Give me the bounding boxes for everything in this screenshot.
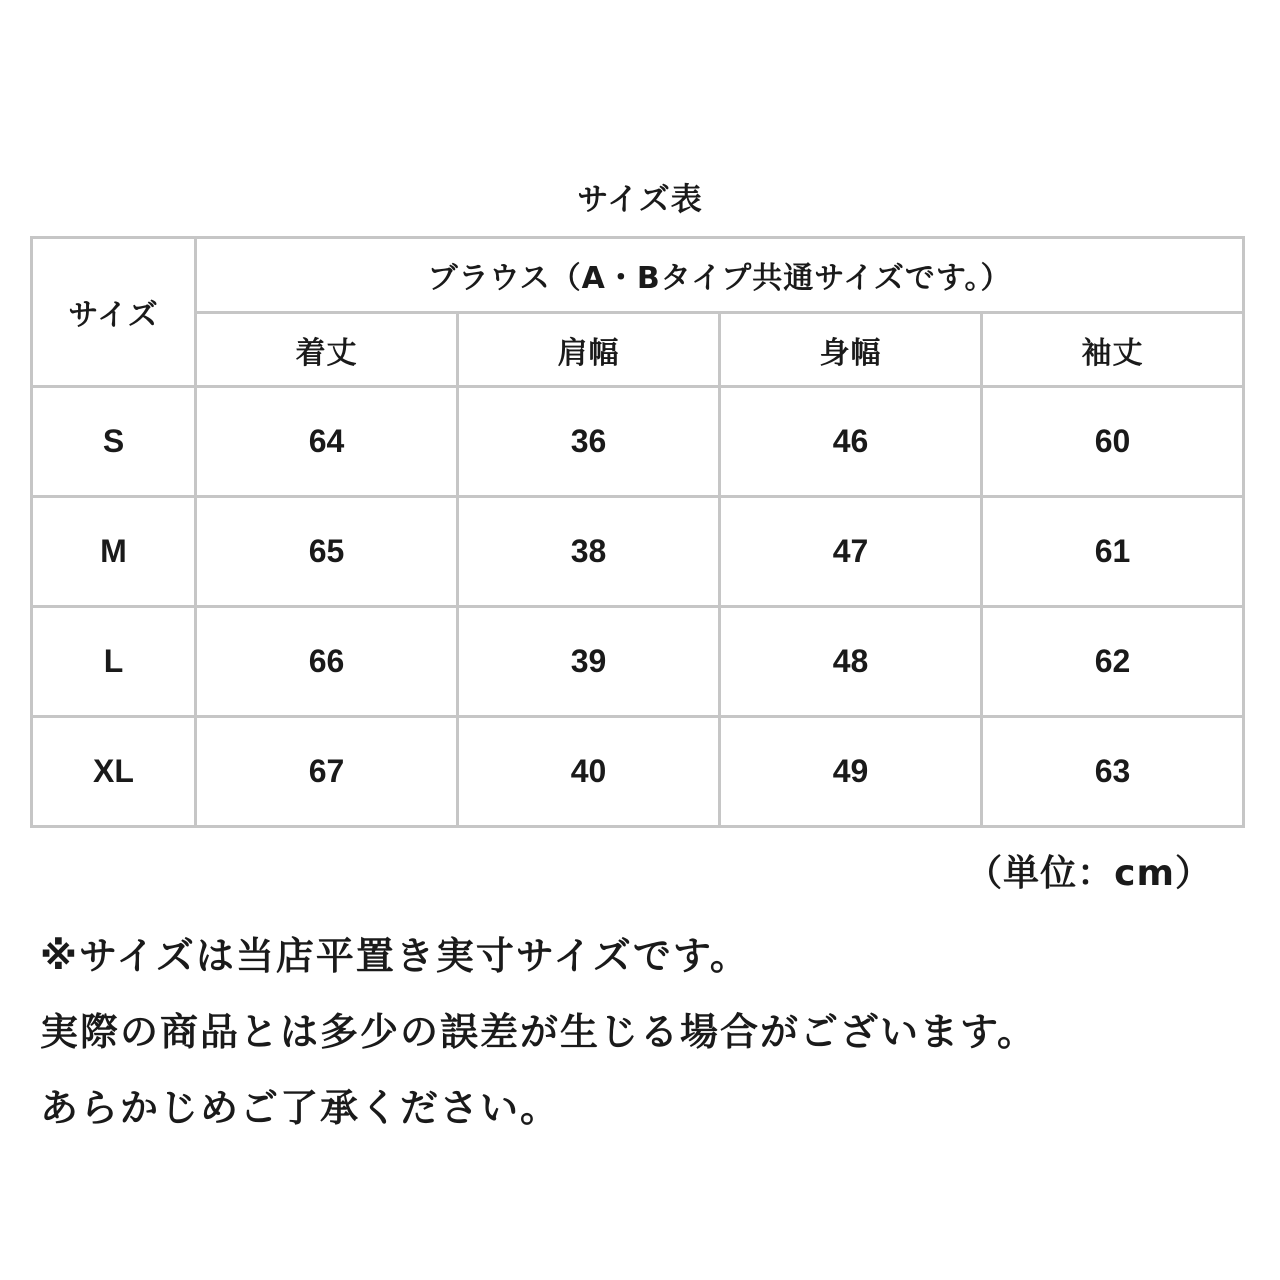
group-header-label: ブラウス（A・Bタイプ共通サイズです。）	[427, 261, 1012, 296]
notes	[40, 918, 1240, 1146]
value-cell: 67	[196, 717, 458, 827]
column-header-label: 袖丈	[1081, 335, 1144, 371]
value-cell: 38	[458, 497, 720, 607]
size-cell: L	[32, 607, 196, 717]
size-column-header-label: サイズ	[68, 298, 159, 333]
column-header-label: 身幅	[819, 335, 882, 371]
value-cell: 66	[196, 607, 458, 717]
size-table	[30, 236, 1245, 828]
table-row	[32, 497, 1244, 607]
value-cell: 36	[458, 387, 720, 497]
value-cell: 46	[720, 387, 982, 497]
note-line: あらかじめご了承ください。	[40, 1086, 561, 1130]
note-line: ※サイズは当店平置き実寸サイズです。	[40, 934, 750, 978]
value-cell: 48	[720, 607, 982, 717]
value-cell: 63	[982, 717, 1244, 827]
column-header-sleeve	[982, 313, 1244, 387]
value-cell: 64	[196, 387, 458, 497]
size-column-header	[32, 238, 196, 387]
column-header-shoulder	[458, 313, 720, 387]
column-header-width	[720, 313, 982, 387]
value-cell: 62	[982, 607, 1244, 717]
value-cell: 65	[196, 497, 458, 607]
page-title: サイズ表	[577, 182, 703, 218]
column-header-length	[196, 313, 458, 387]
value-cell: 47	[720, 497, 982, 607]
table-subheader-row	[32, 313, 1244, 387]
value-cell: 49	[720, 717, 982, 827]
table-header-row	[32, 238, 1244, 313]
table-row	[32, 607, 1244, 717]
value-cell: 40	[458, 717, 720, 827]
unit-note: （単位：cm）	[966, 853, 1212, 894]
size-cell: M	[32, 497, 196, 607]
value-cell: 60	[982, 387, 1244, 497]
group-header	[196, 238, 1244, 313]
column-header-label: 肩幅	[557, 335, 620, 371]
note-line: 実際の商品とは多少の誤差が生じる場合がございます。	[40, 1010, 1037, 1054]
column-header-label: 着丈	[295, 335, 358, 371]
value-cell: 61	[982, 497, 1244, 607]
size-cell: XL	[32, 717, 196, 827]
table-row	[32, 717, 1244, 827]
value-cell: 39	[458, 607, 720, 717]
size-cell: S	[32, 387, 196, 497]
table-row	[32, 387, 1244, 497]
